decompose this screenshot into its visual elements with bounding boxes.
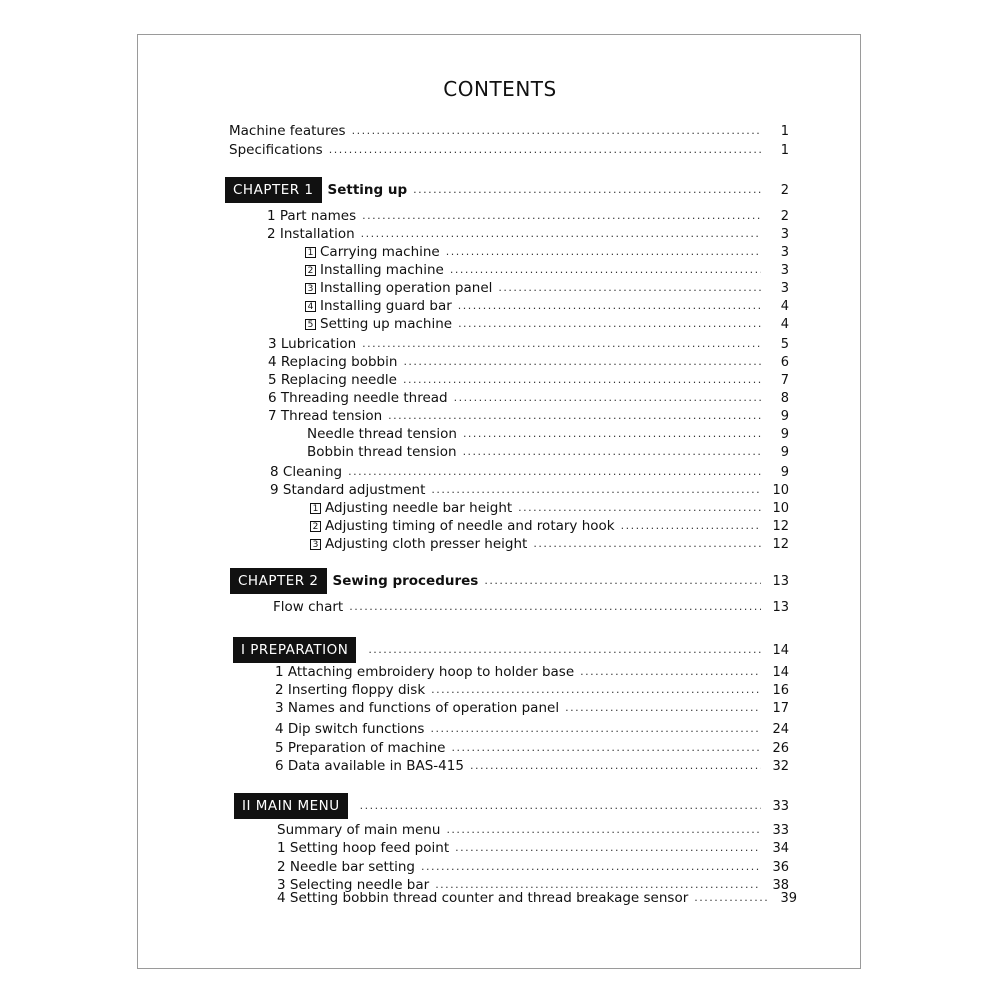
page-title: CONTENTS xyxy=(443,77,557,101)
toc-label: Adjusting timing of needle and rotary hook xyxy=(325,518,615,534)
item-number: 2 xyxy=(277,859,286,875)
toc-label: Needle bar setting xyxy=(289,859,416,875)
item-number: 4 xyxy=(277,890,286,906)
item-number: 6 xyxy=(275,758,284,774)
toc-page: 36 xyxy=(772,859,789,875)
toc-label: Flow chart xyxy=(273,599,344,615)
toc-label: Dip switch functions xyxy=(287,721,425,737)
toc-page: 13 xyxy=(772,573,789,589)
toc-entry xyxy=(307,425,789,443)
leader-dots xyxy=(446,821,761,839)
toc-label: Bobbin thread tension xyxy=(307,444,457,460)
leader-dots xyxy=(403,371,761,389)
toc-entry xyxy=(273,598,789,616)
leader-dots xyxy=(580,663,761,681)
toc-label: Summary of main menu xyxy=(277,822,441,838)
leader-dots xyxy=(421,858,761,876)
toc-label: Replacing bobbin xyxy=(280,354,398,370)
item-number: 3 xyxy=(275,700,284,716)
toc-entry xyxy=(305,279,789,297)
toc-page: 3 xyxy=(780,280,789,296)
toc-label: Installing guard bar xyxy=(320,298,452,314)
toc-page: 9 xyxy=(780,444,789,460)
item-number: 1 xyxy=(267,208,276,224)
toc-entry xyxy=(267,207,789,225)
preparation-heading xyxy=(233,637,789,663)
leader-dots xyxy=(413,181,761,199)
leader-dots xyxy=(403,353,761,371)
toc-label: Setting bobbin thread counter and thread breakage sensor xyxy=(289,890,689,906)
toc-page: 10 xyxy=(772,500,789,516)
chapter-title: Sewing procedures xyxy=(332,573,479,589)
toc-page: 34 xyxy=(772,840,789,856)
toc-page: 4 xyxy=(780,298,789,314)
toc-entry xyxy=(267,225,789,243)
toc-label: Inserting floppy disk xyxy=(287,682,426,698)
chapter-badge: CHAPTER 2 xyxy=(230,568,327,594)
item-number: 4 xyxy=(275,721,284,737)
toc-page: 6 xyxy=(780,354,789,370)
boxed-number: 5 xyxy=(305,319,316,330)
toc-label: Standard adjustment xyxy=(282,482,426,498)
item-number: 2 xyxy=(275,682,284,698)
boxed-number: 3 xyxy=(305,283,316,294)
toc-page: 1 xyxy=(780,123,789,139)
toc-page: 5 xyxy=(780,336,789,352)
toc-page: 14 xyxy=(772,664,789,680)
toc-page: 1 xyxy=(780,142,789,158)
boxed-number: 4 xyxy=(305,301,316,312)
leader-dots xyxy=(388,407,761,425)
toc-entry xyxy=(277,821,789,839)
item-number: 3 xyxy=(277,877,286,893)
toc-entry xyxy=(277,889,797,907)
item-number: 5 xyxy=(275,740,284,756)
item-number: 9 xyxy=(270,482,279,498)
toc-page: 32 xyxy=(772,758,789,774)
toc-label: Selecting needle bar xyxy=(289,877,430,893)
leader-dots xyxy=(518,499,761,517)
toc-entry xyxy=(268,389,789,407)
leader-dots xyxy=(348,463,761,481)
leader-dots xyxy=(458,297,761,315)
leader-dots xyxy=(329,141,761,159)
leader-dots xyxy=(470,757,761,775)
toc-page: 17 xyxy=(772,700,789,716)
toc-label: Installing machine xyxy=(320,262,444,278)
leader-dots xyxy=(360,797,761,815)
boxed-number: 1 xyxy=(305,247,316,258)
toc-label: Names and functions of operation panel xyxy=(287,700,560,716)
leader-dots xyxy=(362,207,761,225)
leader-dots xyxy=(430,720,761,738)
toc-label: Cleaning xyxy=(282,464,343,480)
toc-label: Thread tension xyxy=(280,408,383,424)
boxed-number: 2 xyxy=(310,521,321,532)
section-badge: I PREPARATION xyxy=(233,637,356,663)
item-number: 3 xyxy=(268,336,277,352)
item-number: 1 xyxy=(277,840,286,856)
toc-page: 39 xyxy=(780,890,797,906)
toc-page: 4 xyxy=(780,316,789,332)
toc-page: 12 xyxy=(772,518,789,534)
toc-entry xyxy=(307,443,789,461)
toc-entry xyxy=(268,407,789,425)
leader-dots xyxy=(431,481,761,499)
toc-label: Adjusting needle bar height xyxy=(325,500,513,516)
toc-entry xyxy=(275,720,789,738)
toc-label: Carrying machine xyxy=(320,244,440,260)
leader-dots xyxy=(450,261,761,279)
leader-dots xyxy=(463,443,761,461)
leader-dots xyxy=(454,389,761,407)
toc-page: 2 xyxy=(780,182,789,198)
toc-label: Installation xyxy=(279,226,355,242)
toc-entry xyxy=(310,535,789,553)
toc-page: 13 xyxy=(772,599,789,615)
leader-dots xyxy=(446,243,761,261)
toc-label: Replacing needle xyxy=(280,372,397,388)
main-menu-heading xyxy=(234,793,789,819)
toc-entry xyxy=(277,858,789,876)
toc-label: Lubrication xyxy=(280,336,357,352)
toc-entry xyxy=(268,371,789,389)
leader-dots xyxy=(362,335,761,353)
toc-entry xyxy=(305,243,789,261)
toc-entry xyxy=(229,141,789,159)
leader-dots xyxy=(458,315,761,333)
toc-page: 9 xyxy=(780,408,789,424)
toc-entry xyxy=(268,353,789,371)
leader-dots xyxy=(463,425,761,443)
toc-entry xyxy=(305,297,789,315)
leader-dots xyxy=(352,122,761,140)
toc-page: 9 xyxy=(780,464,789,480)
toc-page: 14 xyxy=(772,642,789,658)
toc-page: 8 xyxy=(780,390,789,406)
toc-page: 2 xyxy=(780,208,789,224)
chapter-1-heading xyxy=(225,177,789,203)
toc-entry xyxy=(305,315,789,333)
item-number: 4 xyxy=(268,354,277,370)
leader-dots xyxy=(484,572,761,590)
toc-label: Part names xyxy=(279,208,357,224)
toc-entry xyxy=(305,261,789,279)
leader-dots xyxy=(452,739,762,757)
toc-entry xyxy=(275,757,789,775)
toc-page: 3 xyxy=(780,226,789,242)
toc-label: Attaching embroidery hoop to holder base xyxy=(287,664,575,680)
toc-entry xyxy=(270,463,789,481)
toc-label: Threading needle thread xyxy=(280,390,448,406)
leader-dots xyxy=(498,279,761,297)
toc-page: 7 xyxy=(780,372,789,388)
toc-page: 33 xyxy=(772,822,789,838)
toc-label: Preparation of machine xyxy=(287,740,446,756)
leader-dots xyxy=(431,681,761,699)
toc-label: Data available in BAS-415 xyxy=(287,758,464,774)
toc-entry xyxy=(275,739,789,757)
item-number: 5 xyxy=(268,372,277,388)
item-number: 2 xyxy=(267,226,276,242)
toc-label: Setting up machine xyxy=(320,316,453,332)
leader-dots xyxy=(533,535,761,553)
leader-dots xyxy=(368,641,761,659)
toc-page: 12 xyxy=(772,536,789,552)
chapter-badge: CHAPTER 1 xyxy=(225,177,322,203)
boxed-number: 2 xyxy=(305,265,316,276)
toc-label: Installing operation panel xyxy=(320,280,493,296)
boxed-number: 1 xyxy=(310,503,321,514)
toc-page: 38 xyxy=(772,877,789,893)
toc-label: Adjusting cloth presser height xyxy=(325,536,528,552)
section-badge: II MAIN MENU xyxy=(234,793,348,819)
item-number: 8 xyxy=(270,464,279,480)
toc-entry xyxy=(277,839,789,857)
toc-page: 9 xyxy=(780,426,789,442)
toc-entry xyxy=(268,335,789,353)
leader-dots xyxy=(621,517,761,535)
toc-entry xyxy=(275,699,789,717)
chapter-title: Setting up xyxy=(327,182,408,198)
leader-dots xyxy=(349,598,761,616)
chapter-2-heading xyxy=(230,568,789,594)
toc-entry xyxy=(310,517,789,535)
leader-dots xyxy=(455,839,761,857)
toc-entry xyxy=(275,681,789,699)
toc-entry xyxy=(270,481,789,499)
leader-dots xyxy=(565,699,761,717)
item-number: 6 xyxy=(268,390,277,406)
toc-page: 24 xyxy=(772,721,789,737)
leader-dots xyxy=(361,225,761,243)
toc-label: Machine features xyxy=(229,123,346,139)
boxed-number: 3 xyxy=(310,539,321,550)
item-number: 1 xyxy=(275,664,284,680)
leader-dots xyxy=(694,889,769,907)
toc-label: Needle thread tension xyxy=(307,426,457,442)
toc-page: 26 xyxy=(772,740,789,756)
toc-entry xyxy=(275,663,789,681)
toc-entry xyxy=(229,122,789,140)
item-number: 7 xyxy=(268,408,277,424)
toc-page: 3 xyxy=(780,262,789,278)
toc-label: Specifications xyxy=(229,142,323,158)
toc-page: 10 xyxy=(772,482,789,498)
toc-page: 33 xyxy=(772,798,789,814)
toc-page: 16 xyxy=(772,682,789,698)
toc-page: 3 xyxy=(780,244,789,260)
toc-entry xyxy=(310,499,789,517)
toc-label: Setting hoop feed point xyxy=(289,840,450,856)
